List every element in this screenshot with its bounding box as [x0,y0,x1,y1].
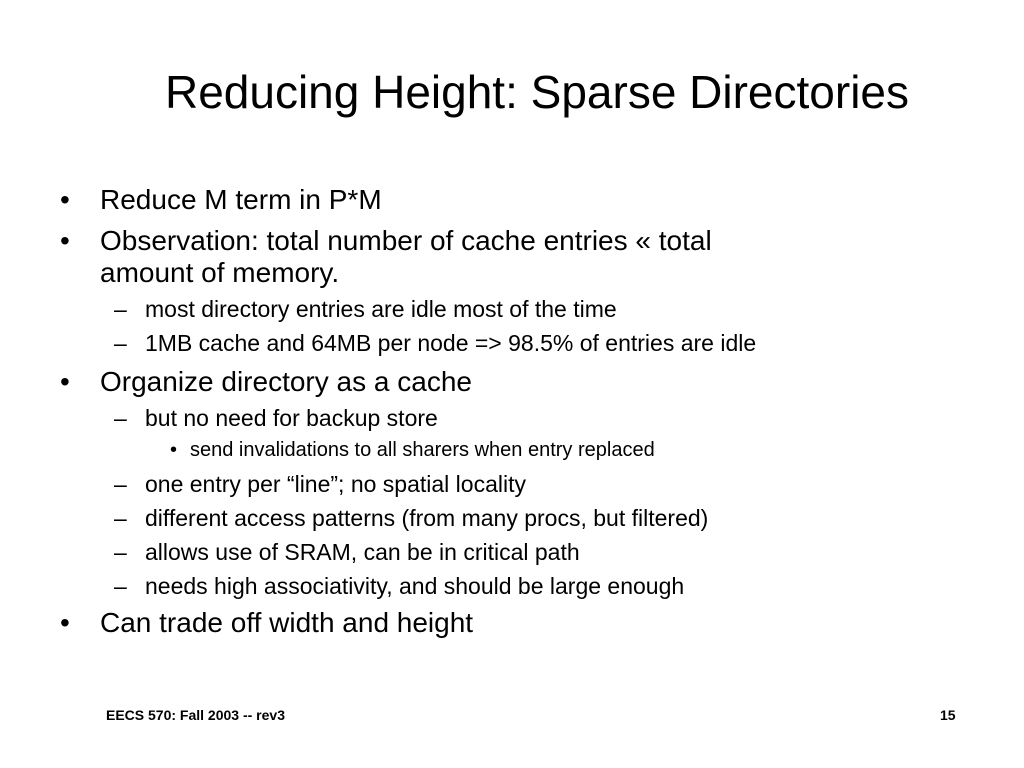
footer-course-label: EECS 570: Fall 2003 -- rev3 [106,707,285,723]
footer-page-number: 15 [940,707,956,723]
slide-title: Reducing Height: Sparse Directories [164,66,910,118]
dash-marker: – [114,330,127,356]
sub-bullet-text: but no need for backup store [145,405,438,431]
sub-bullet-text: allows use of SRAM, can be in critical path [145,539,580,565]
sub-bullet-text: most directory entries are idle most of the time [145,296,617,322]
dash-marker: – [114,539,127,565]
bullet-marker: • [170,439,178,461]
sub-bullet-text: 1MB cache and 64MB per node => 98.5% of entries are idle [145,330,757,356]
sub-bullet-text: different access patterns (from many procs, but filtered) [145,505,709,531]
sub-bullet-text: one entry per “line”; no spatial locality [145,471,526,497]
bullet-text: Observation: total number of cache entries « total [100,225,712,256]
bullet-text: Reduce M term in P*M [100,184,382,215]
dash-marker: – [114,405,127,431]
bullet-text: amount of memory. [100,257,340,288]
bullet-marker: • [60,607,70,638]
dash-marker: – [114,471,127,497]
bullet-marker: • [60,366,70,397]
bullet-marker: • [60,225,70,256]
bullet-marker: • [60,184,70,215]
sub-bullet-text: needs high associativity, and should be large enough [145,573,685,599]
sub-sub-bullet-text: send invalidations to all sharers when entry replaced [190,439,655,461]
dash-marker: – [114,296,127,322]
bullet-text: Can trade off width and height [100,607,474,638]
dash-marker: – [114,505,127,531]
bullet-text: Organize directory as a cache [100,366,472,397]
dash-marker: – [114,573,127,599]
